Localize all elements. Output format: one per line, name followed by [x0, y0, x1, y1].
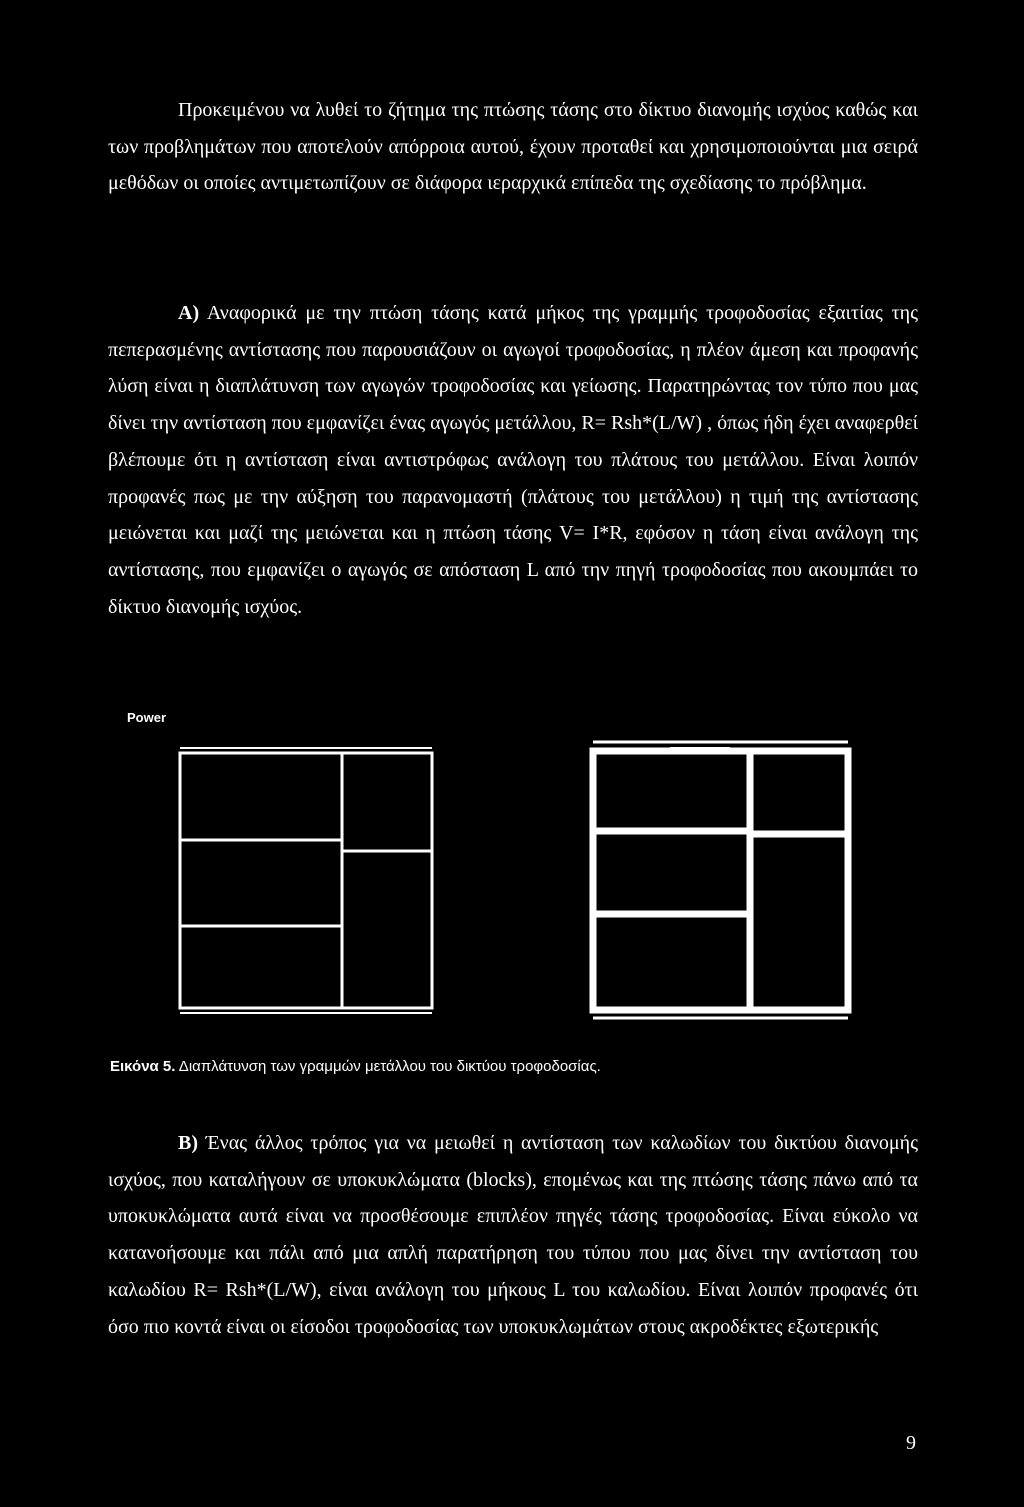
page-number: 9	[906, 1432, 916, 1454]
caption-label: Εικόνα 5.	[110, 1058, 176, 1075]
section-b-label: Β)	[178, 1132, 198, 1154]
wide-grid-diagram	[593, 742, 848, 1018]
metal-lines-figure	[170, 738, 860, 1028]
section-a-label: Α)	[178, 302, 200, 324]
section-b-text: Ένας άλλος τρόπος για να μειωθεί η αντίσταση των καλωδίων του δικτύου διανομής ισχύος, που καταλήγουν σε υποκυκλώματα (blocks), επομένως και της πτώσης τάσης πάνω από τα υποκυκλώματα αυτά είναι να προσθέσουμε επιπλέον πηγές τάσης τροφοδοσίας. Είναι εύκολο να κατανοήσουμε και πάλι από μια απλή παρατήρηση του τύπου που μας δίνει την αντίσταση του καλωδίου R= Rsh*(L/W), είναι ανάλογη του μήκους L του καλωδίου. Είναι λοιπόν προφανές ότι όσο πιο κοντά είναι οι είσοδοι τροφοδοσίας των υποκυκλωμάτων στους ακροδέκτες εξωτερικής	[108, 1132, 918, 1338]
caption-text: Διαπλάτυνση των γραμμών μετάλλου του δικτύου τροφοδοσίας.	[175, 1058, 601, 1075]
section-a-paragraph	[108, 295, 918, 625]
section-a-text: Αναφορικά με την πτώση τάσης κατά μήκος της γραμμής τροφοδοσίας εξαιτίας της πεπερασμένης αντίστασης που παρουσιάζουν οι αγωγοί τροφοδοσίας, η πλέον άμεση και προφανής λύση είναι η διαπλάτυνση των αγωγών τροφοδοσίας και γείωσης. Παρατηρώντας τον τύπο που μας δίνει την αντίσταση που εμφανίζει ένας αγωγός μετάλλου, R= Rsh*(L/W) , όπως ήδη έχει αναφερθεί βλέπουμε ότι η αντίσταση είναι αντιστρόφως ανάλογη του πλάτους του μετάλλου. Είναι λοιπόν προφανές πως με την αύξηση του παρανομαστή (πλάτους του μετάλλου) η τιμή της αντίστασης μειώνεται και μαζί της μειώνεται και η πτώση τάσης V= I*R, εφόσον η τάση είναι ανάλογη της αντίστασης, που εμφανίζει ο αγωγός σε απόσταση L από την πηγή τροφοδοσίας που ακουμπάει το δίκτυο διανομής ισχύος.	[108, 302, 918, 618]
narrow-grid-diagram	[180, 748, 432, 1013]
figure-caption	[110, 1058, 601, 1075]
power-label: Power	[127, 710, 167, 725]
section-b-paragraph	[108, 1125, 918, 1345]
intro-paragraph: Προκειμένου να λυθεί το ζήτημα της πτώσης τάσης στο δίκτυο διανομής ισχύος καθώς και των προβλημάτων που αποτελούν απόρροια αυτού, έχουν προταθεί και χρησιμοποιούνται μια σειρά μεθόδων οι οποίες αντιμετωπίζουν σε διάφορα ιεραρχικά επίπεδα της σχεδίασης το πρόβλημα.	[108, 99, 918, 195]
